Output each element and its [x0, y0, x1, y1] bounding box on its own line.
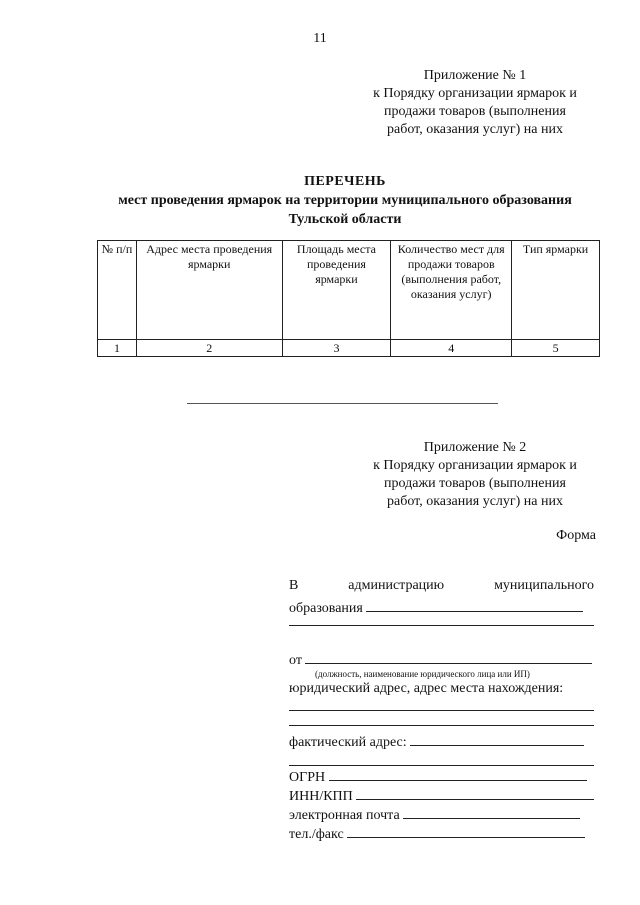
- section-divider: [187, 403, 498, 404]
- email-row: [289, 804, 594, 824]
- municipality-field[interactable]: [366, 597, 583, 612]
- appendix-2-line: работ, оказания услуг) на них: [387, 494, 563, 509]
- from-label: от: [289, 653, 302, 668]
- table-cell: 1: [98, 340, 137, 357]
- addressee-word: администрацию: [348, 578, 445, 593]
- document-title: [90, 172, 600, 229]
- table-cell: 3: [282, 340, 391, 357]
- table-header-cell: Площадь места проведения ярмарки: [282, 241, 391, 340]
- addressee-line: [289, 578, 594, 594]
- legal-address-field-line[interactable]: [289, 710, 594, 711]
- ogrn-field[interactable]: [329, 766, 587, 781]
- table-header-cell: Тип ярмарки: [512, 241, 600, 340]
- title-heading: ПЕРЕЧЕНЬ: [304, 174, 386, 189]
- legal-address-field-line[interactable]: [289, 725, 594, 726]
- appendix-2-line: Приложение № 2: [423, 440, 527, 455]
- ogrn-row: [289, 766, 594, 786]
- inn-label: ИНН/КПП: [289, 789, 353, 804]
- form-label: Форма: [556, 528, 596, 543]
- from-row: [289, 649, 594, 669]
- appendix-1-caption: [350, 67, 600, 139]
- title-subtitle-line1: мест проведения ярмарок на территории муниципального образования: [118, 193, 572, 208]
- addressee-word: муниципального: [494, 578, 594, 593]
- table-cell: 5: [512, 340, 600, 357]
- ogrn-label: ОГРН: [289, 770, 326, 785]
- municipality-row: [289, 597, 594, 617]
- title-subtitle-line2: Тульской области: [288, 212, 402, 227]
- actual-address-label: фактический адрес:: [289, 735, 407, 750]
- phone-label: тел./факс: [289, 827, 344, 842]
- table-header-row: [98, 241, 600, 340]
- page-number: 11: [313, 31, 327, 46]
- phone-row: [289, 823, 594, 843]
- fairs-table: [97, 240, 600, 357]
- appendix-2-caption: [350, 439, 600, 511]
- municipality-field-extra-line[interactable]: [289, 625, 594, 626]
- appendix-2-line: к Порядку организации ярмарок и: [373, 458, 577, 473]
- actual-address-field[interactable]: [410, 731, 584, 746]
- municipality-label: образования: [289, 601, 363, 616]
- appendix-1-line: Приложение № 1: [423, 68, 527, 83]
- table-header-cell: № п/п: [98, 241, 137, 340]
- appendix-1-line: к Порядку организации ярмарок и: [373, 86, 577, 101]
- legal-address-label: юридический адрес, адрес места нахождения:: [289, 681, 564, 696]
- appendix-2-line: продажи товаров (выполнения: [384, 476, 566, 491]
- application-form: [289, 578, 594, 842]
- table-header-cell: Количество мест для продажи товаров (выполнения работ, оказания услуг): [391, 241, 512, 340]
- phone-field[interactable]: [347, 823, 585, 838]
- table-row: [98, 340, 600, 357]
- appendix-1-line: работ, оказания услуг) на них: [387, 122, 563, 137]
- appendix-1-line: продажи товаров (выполнения: [384, 104, 566, 119]
- from-hint: (должность, наименование юридического лица или ИП): [315, 669, 530, 679]
- from-field[interactable]: [305, 649, 592, 664]
- addressee-word: В: [289, 578, 299, 593]
- table-cell: 2: [136, 340, 282, 357]
- inn-field[interactable]: [356, 785, 594, 800]
- email-field[interactable]: [403, 804, 580, 819]
- actual-address-row: [289, 731, 594, 751]
- table-cell: 4: [391, 340, 512, 357]
- inn-row: [289, 785, 594, 805]
- table-header-cell: Адрес места проведения ярмарки: [136, 241, 282, 340]
- email-label: электронная почта: [289, 808, 400, 823]
